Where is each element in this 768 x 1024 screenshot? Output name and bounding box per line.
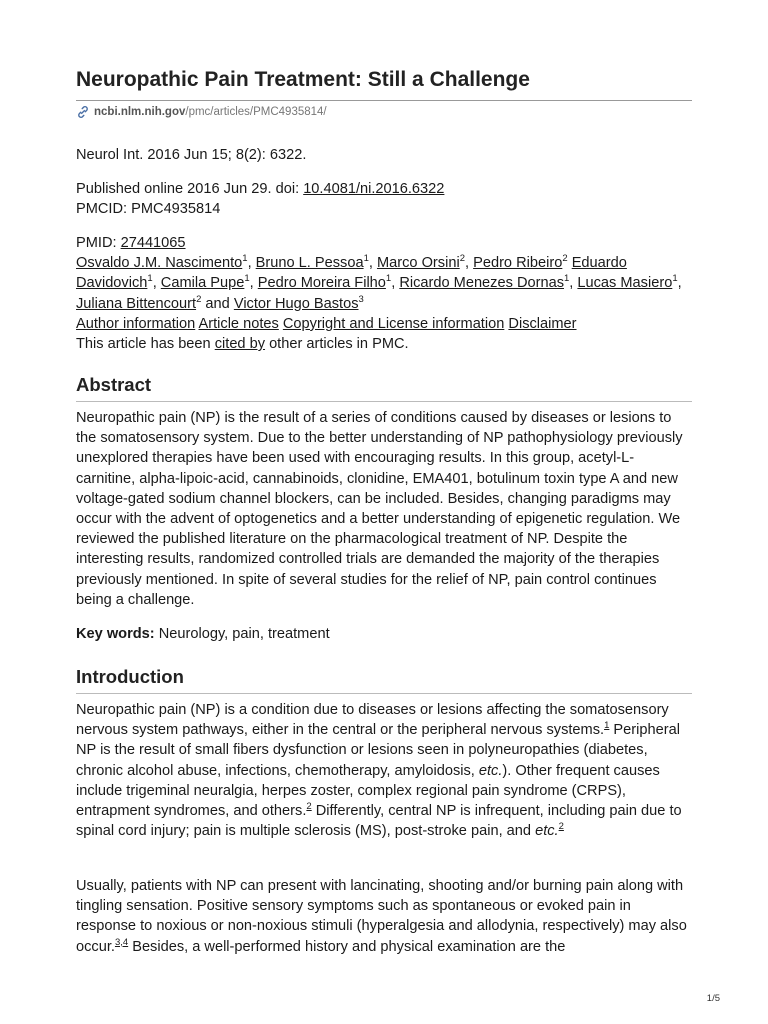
author-list: Osvaldo J.M. Nascimento$^1$, Bruno L. Pessoa$^1$, Marco Orsini$^2$, Pedro Ribeiro$^2$ Eduardo Davidovich$^1$, Camila Pupe$^1$, Pedro Moreira Filho$^1$, Ricardo Menezes Dornas$^1$, Lucas Masiero$^1$, Juliana Bittencourt$^2$ and Victor Hugo Bastos$^3$ [76, 253, 682, 312]
doi-link[interactable]: 10.4081/ni.2016.6322 [303, 181, 445, 197]
cited-suffix: other articles in PMC. [265, 336, 409, 353]
source-path: /pmc/articles/PMC4935814/ [185, 106, 327, 118]
author-link[interactable]: Camila Pupe [160, 275, 245, 292]
pmid-authors-block [76, 233, 692, 354]
introduction-heading: Introduction [76, 666, 184, 687]
page-number: 1/5 [706, 993, 720, 1004]
affiliation-superscript: 1 [672, 273, 678, 285]
author-link[interactable]: Eduardo Davidovich [76, 255, 627, 292]
author-link[interactable]: Pedro Moreira Filho [257, 275, 386, 292]
reference-link[interactable]: 3,4 [114, 936, 129, 948]
keywords-label: Key words: [76, 626, 155, 642]
affiliation-superscript: 1 [564, 273, 570, 285]
author-link[interactable]: Juliana Bittencourt [76, 295, 197, 312]
reference-link[interactable]: 2 [306, 801, 312, 813]
author-link[interactable]: Osvaldo J.M. Nascimento [76, 255, 243, 272]
keywords [76, 624, 692, 644]
author-link[interactable]: Bruno L. Pessoa [255, 255, 364, 272]
citation: Neurol Int. 2016 Jun 15; 8(2): 6322. [76, 147, 307, 163]
affiliation-superscript: 1 [363, 253, 369, 265]
italic-text: etc. [535, 823, 559, 840]
keywords-value: Neurology, pain, treatment [154, 626, 330, 642]
affiliation-superscript: 1 [385, 273, 392, 285]
copyright-link[interactable]: Copyright and License information [282, 315, 505, 332]
link-icon [76, 105, 90, 119]
affiliation-superscript: 3 [358, 293, 364, 305]
author-link[interactable]: Marco Orsini [376, 255, 460, 272]
introduction-divider [76, 693, 692, 694]
affiliation-superscript: 2 [459, 253, 465, 265]
published-prefix: Published online 2016 Jun 29. doi: [76, 181, 304, 197]
source-url[interactable] [76, 104, 327, 120]
abstract-divider [76, 401, 692, 402]
affiliation-superscript: 1 [147, 273, 153, 285]
publication-info [76, 179, 692, 219]
title-divider [76, 100, 692, 101]
article-title: Neuropathic Pain Treatment: Still a Challenge [76, 68, 530, 91]
pmcid: PMCID: PMC4935814 [76, 201, 221, 218]
introduction-paragraph-2: Usually, patients with NP can present with lancinating, shooting and/or burning pain along with tingling sensation. Positive sensory symptoms such as spontaneous or evoked pain in response to noxious or non-noxious stimuli (hyperalgesia and allodynia, respectively) may also occur.$^{3,4}$ Besides, a well-performed history and physical examination are the [76, 878, 687, 955]
cited-by-line [76, 334, 692, 354]
pmid-label: PMID: [76, 235, 121, 251]
author-link[interactable]: Lucas Masiero [577, 275, 673, 292]
cited-by-link[interactable]: cited by [214, 336, 266, 353]
author-link[interactable]: Ricardo Menezes Dornas [399, 275, 564, 292]
abstract-heading: Abstract [76, 374, 152, 395]
italic-text: etc. [478, 762, 503, 779]
article-notes-link[interactable]: Article notes [198, 315, 279, 332]
introduction-paragraph-1: Neuropathic pain (NP) is a condition due to diseases or lesions affecting the somatosensory nervous system pathways, either in the central or the peripheral nervous systems.$^1$ Peripheral NP is the result of small fibers dysfunction or lesions seen in polyneuropathies (diabetes, chronic alcohol abuse, infections, chemotherapy, amyloidosis, etc.). Other frequent causes include trigeminal neuralgia, herpes zoster, complex regional pain syndrome (CRPS), entrapment syndromes, and others.$^2$ Differently, central NP is infrequent, including pain due to spinal cord injury; pain is multiple sclerosis (MS), post-stroke pain, and etc.$^2$ [76, 702, 682, 840]
author-link[interactable]: Pedro Ribeiro [473, 255, 563, 272]
affiliation-superscript: 1 [242, 253, 248, 265]
source-domain: ncbi.nlm.nih.gov [94, 106, 186, 118]
cited-prefix: This article has been [76, 336, 215, 353]
affiliation-superscript: 1 [244, 273, 250, 285]
reference-link[interactable]: 1 [604, 720, 610, 732]
author-link[interactable]: Victor Hugo Bastos [233, 295, 359, 312]
affiliation-superscript: 2 [562, 253, 568, 265]
abstract-text: Neuropathic pain (NP) is the result of a series of conditions caused by diseases or lesions to the somatosensory system. Due to the better understanding of NP pathophysiology previously unexplored therapies have been used with encouraging results. In this group, acetyl-L-carnitine, alpha-lipoic-acid, cannabinoids, clonidine, EMA401, botulinum toxin type A and new voltage-gated sodium channel blockers, can be included. Besides, changing paradigms may occur with the advent of optogenetics and a better understanding of epigenetic regulation. We reviewed the published literature on the pharmacological treatment of NP. Despite the interesting results, randomized controlled trials are demanded the majority of the therapies previously mentioned. In spite of several studies for the relief of NP, pain control continues being a challenge. [76, 410, 683, 608]
article-info-links [76, 314, 692, 334]
author-information-link[interactable]: Author information [76, 315, 196, 332]
disclaimer-link[interactable]: Disclaimer [508, 315, 577, 332]
affiliation-superscript: 2 [196, 293, 202, 305]
reference-link[interactable]: 2 [558, 821, 564, 833]
pmid-link[interactable]: 27441065 [120, 235, 186, 251]
